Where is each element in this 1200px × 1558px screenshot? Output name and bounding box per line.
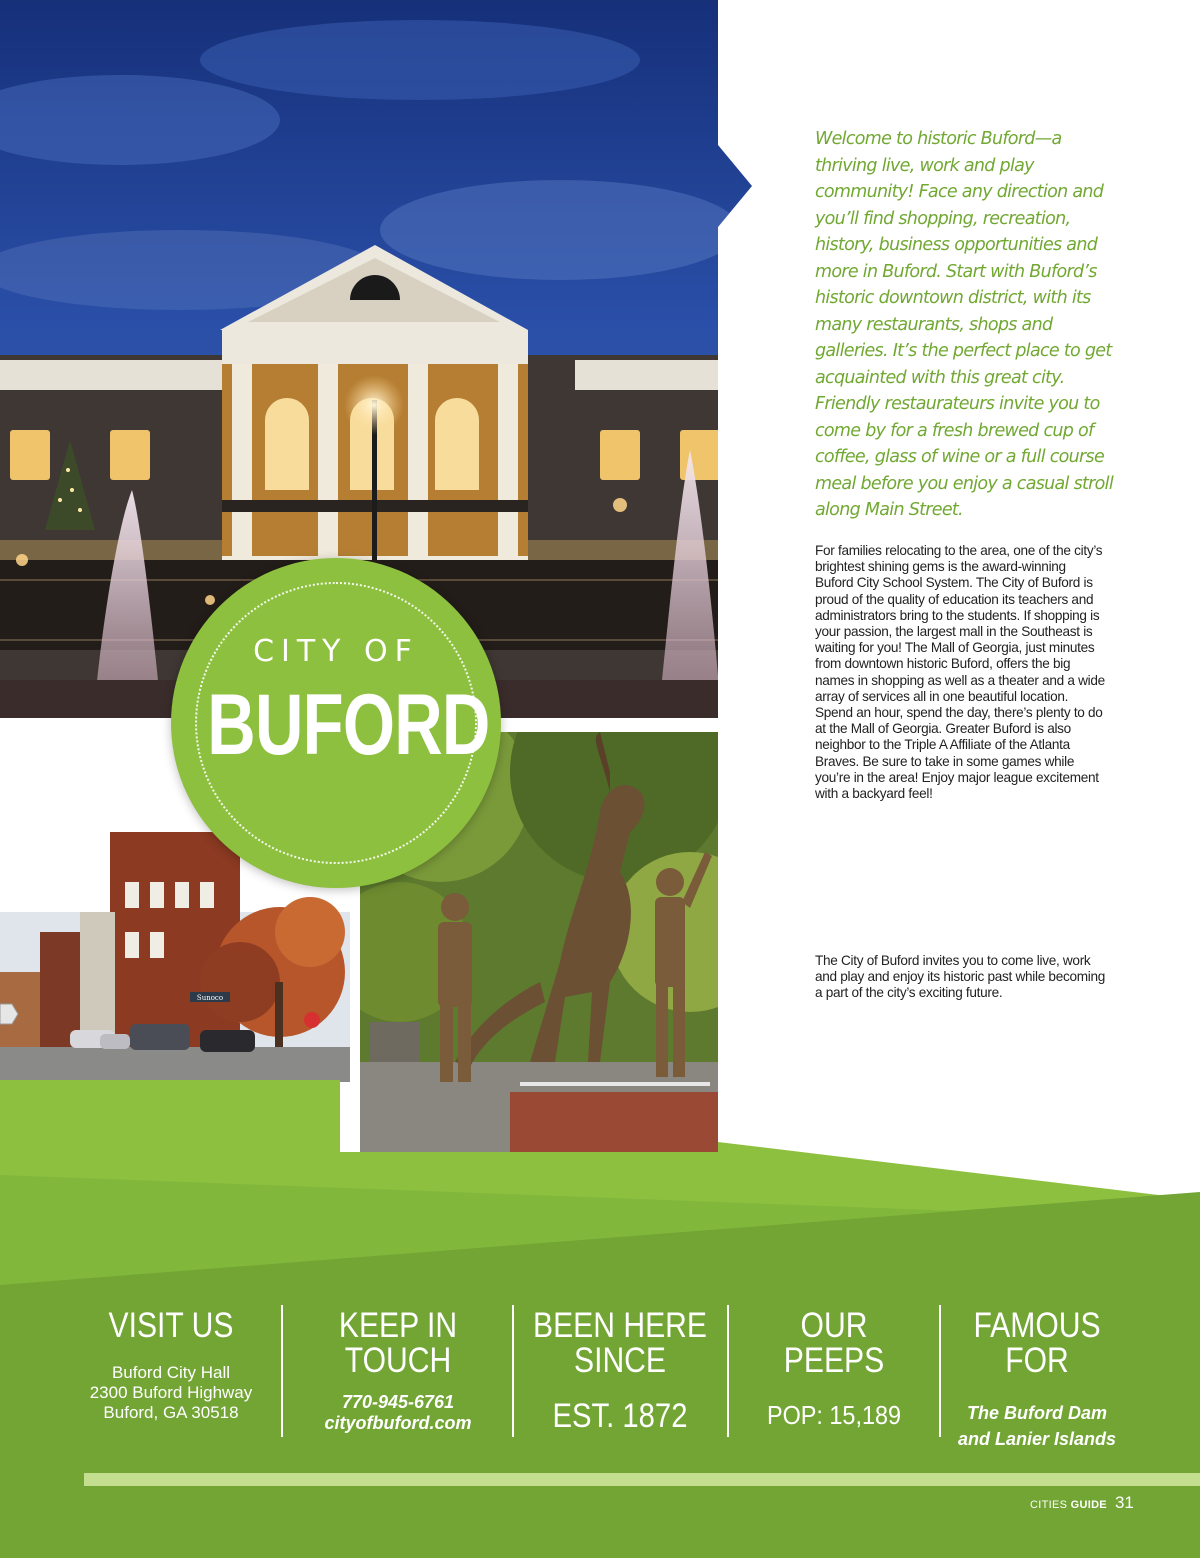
keep-in-touch-heading-1: KEEP IN: [338, 1306, 458, 1345]
visit-us-section: [60, 1308, 282, 1423]
famous-for-section: [942, 1308, 1132, 1452]
our-peeps-section: [728, 1308, 940, 1430]
footer-rule: [84, 1473, 1200, 1486]
population-value: POP: 15,189: [766, 1400, 901, 1430]
column-divider: [281, 1305, 283, 1437]
page-folio: [1030, 1493, 1134, 1513]
website-link[interactable]: cityofbuford.com: [324, 1413, 472, 1433]
been-here-heading-2: SINCE: [574, 1341, 666, 1380]
visit-address-line-1: Buford City Hall: [111, 1363, 231, 1382]
body-paragraph-2: The City of Buford invites you to come live, work and play and enjoy its historic past while becoming a part of the city’s exciting future.: [815, 953, 1105, 1001]
famous-for-line-2: and Lanier Islands: [957, 1429, 1117, 1449]
visit-address-line-3: Buford, GA 30518: [103, 1403, 239, 1422]
column-divider: [939, 1305, 941, 1437]
phone-number[interactable]: 770-945-6761: [341, 1392, 455, 1412]
visit-address-line-2: 2300 Buford Highway: [89, 1383, 253, 1402]
visit-us-heading: VISIT US: [108, 1306, 234, 1345]
keep-in-touch-heading-2: TOUCH: [344, 1341, 452, 1380]
been-here-since-section: [514, 1308, 726, 1436]
famous-for-heading-2: FOR: [1005, 1341, 1069, 1380]
been-here-heading-1: BEEN HERE: [533, 1306, 707, 1345]
folio-section-guide: GUIDE: [1070, 1499, 1107, 1511]
famous-for-line-1: The Buford Dam: [966, 1403, 1107, 1423]
badge-buford: BUFORD: [207, 677, 490, 773]
famous-for-heading-1: FAMOUS: [973, 1306, 1101, 1345]
folio-section-cities: CITIES: [1030, 1499, 1071, 1511]
badge-city-of: CITY OF: [253, 634, 419, 669]
page-number: 31: [1114, 1493, 1134, 1512]
our-peeps-heading-1: OUR: [800, 1306, 868, 1345]
established-year: EST. 1872: [552, 1397, 688, 1435]
city-of-buford-badge: [171, 558, 501, 888]
storefront-sign: Sunoco: [196, 994, 224, 1002]
our-peeps-heading-2: PEEPS: [783, 1341, 885, 1380]
keep-in-touch-section: [284, 1308, 512, 1434]
intro-paragraph: Welcome to historic Buford—a thriving live, work and play community! Face any direction and you’ll find shopping, recreation, history, business opportunities and more in Buford. Start with Buford’s historic downtown district, with its many restaurants, shops and galleries. It’s the perfect place to get acquainted with this great city. Friendly restaurateurs invite you to come by for a fresh brewed cup of coffee, glass of wine or a full course meal before you enjoy a casual stroll along Main Street.: [815, 129, 1113, 520]
body-paragraph-1: For families relocating to the area, one of the city’s brightest shining gems is the award-winning Buford City School System. The City of Buford is proud of the quality of education its teachers and administrators bring to the students. If shopping is your passion, the largest mall in the Southeast is waiting for you! The Mall of Georgia, just minutes from downtown historic Buford, offers the big names in shopping as well as a theater and a wide array of services all in one beautiful location. Spend an hour, spend the day, there’s plenty to do at the Mall of Georgia. Greater Buford is also neighbor to the Triple A Affiliate of the Atlanta Braves. Be sure to take in some games while you’re in the area! Enjoy major league excitement with a backyard feel!: [815, 543, 1105, 802]
